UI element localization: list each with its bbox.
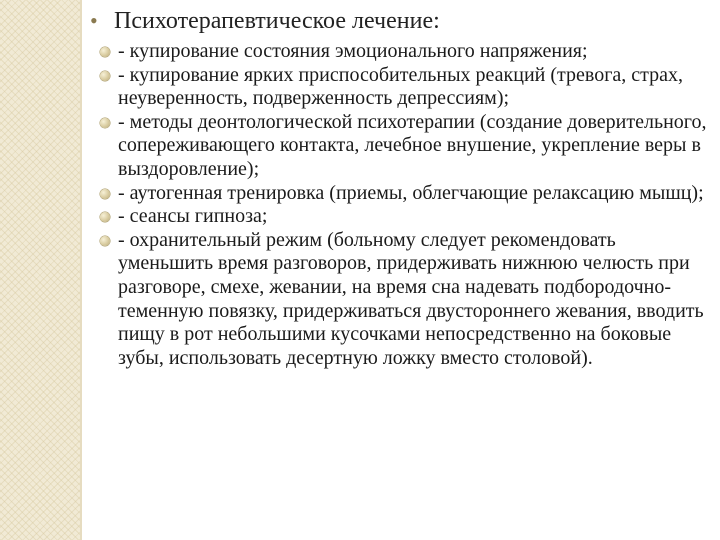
list-item-text: - охранительный режим (больному следует рекомендовать уменьшить время разговоров, придерживать нижнюю челюсть при разговоре, смехе, жевании, на время сна надевать подбородочно-теменную повязку, придерживаться двустороннего жевания, вводить пищу в рот небольшими кусочками непосредственно на боковые зубы, использовать десертную ложку вместо столовой). [118,228,704,369]
bullet-circle-icon [100,189,110,199]
heading-text: Психотерапевтическое лечение: [114,8,440,34]
list-item [84,111,714,182]
side-band-edge [80,0,82,540]
list-item [84,64,714,111]
bullet-circle-icon [100,71,110,81]
decorative-side-band [0,0,80,540]
slide-content [84,4,714,370]
list-item-text: - сеансы гипноза; [118,205,268,228]
list-item [84,182,714,206]
treatment-list [84,40,714,370]
bullet-circle-icon [100,212,110,222]
list-item-text: - методы деонтологической психотерапии (создание доверительного, сопереживающего контакта, лечебное внушение, укрепление веры в выздоровление); [118,110,707,180]
bullet-circle-icon [100,118,110,128]
bullet-circle-icon [100,236,110,246]
list-item-text: - купирование ярких приспособительных реакций (тревога, страх, неуверенность, подверженность депрессиям); [118,63,684,110]
list-item-text: - купирование состояния эмоционального напряжения; [118,40,588,62]
bullet-circle-icon [100,47,110,57]
heading-bullet-icon: • [90,8,98,33]
list-item-text: - аутогенная тренировка (приемы, облегчающие релаксацию мышц); [118,181,704,204]
list-item [84,205,714,229]
list-item [84,229,714,371]
slide-heading [84,4,714,38]
list-item [84,40,714,64]
